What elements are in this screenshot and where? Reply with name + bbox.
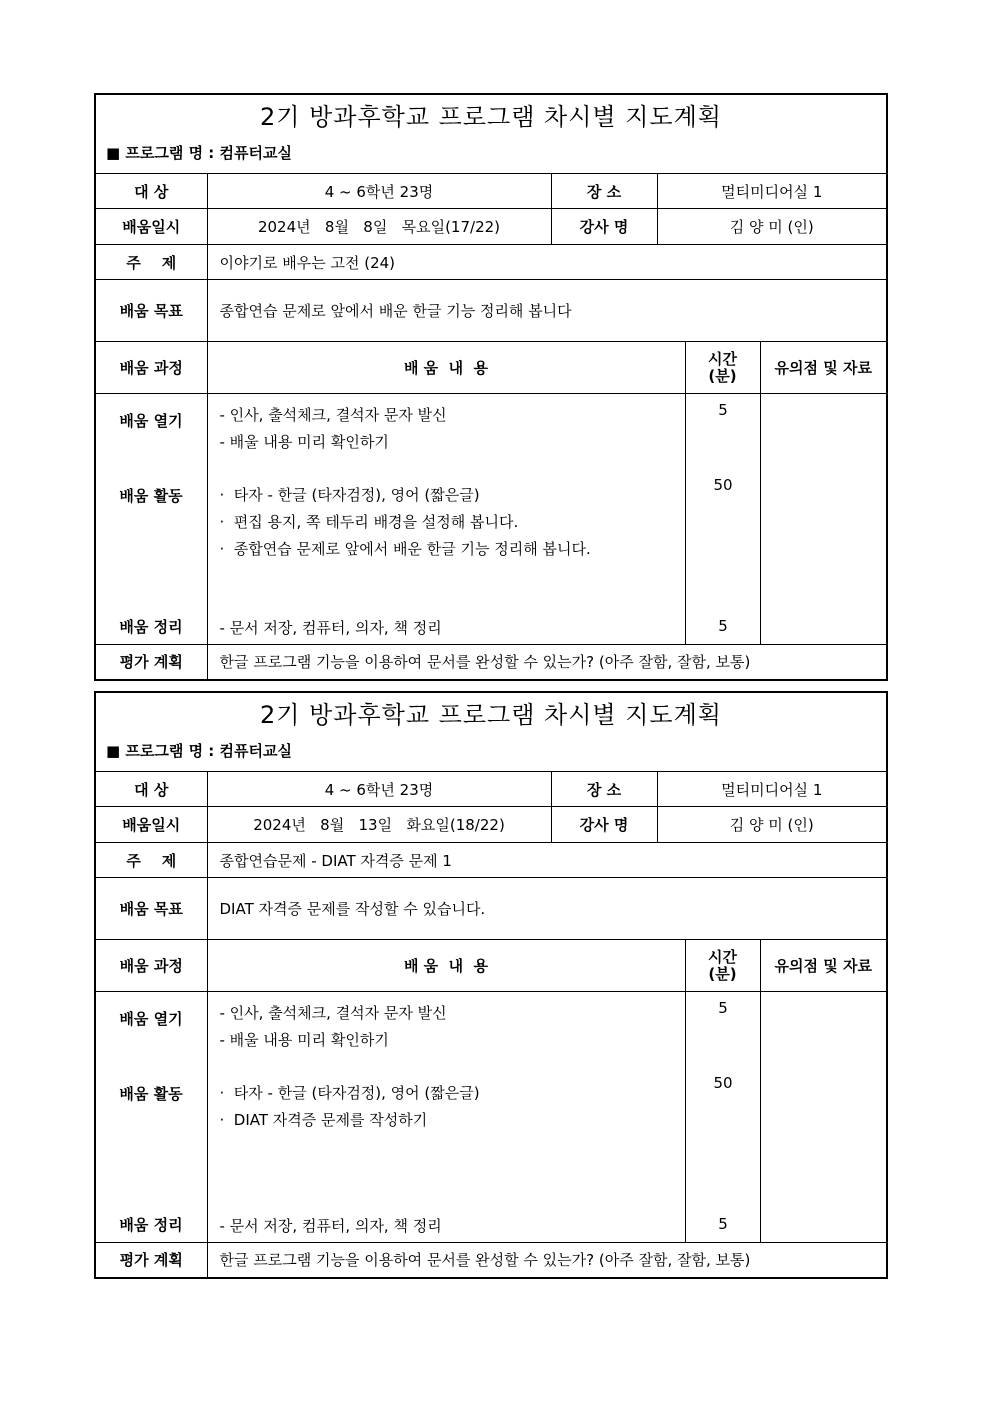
time-open: 5 [718, 999, 728, 1017]
goal-label: 배움 목표 [96, 878, 207, 940]
place-value: 멀티미디어실 1 [657, 772, 886, 807]
phase-activity: 배움 활동 [119, 1085, 183, 1103]
activity-line-1: · 타자 - 한글 (타자검정), 영어 (짧은글) [219, 486, 480, 504]
time-header-line1: 시간 [708, 947, 737, 966]
target-value: 4 ~ 6학년 23명 [207, 772, 551, 807]
teacher-value: 김 양 미 (인) [657, 209, 886, 245]
time-header-line1: 시간 [708, 349, 737, 368]
eval-value: 한글 프로그램 기능을 이용하여 문서를 완성할 수 있는가? (아주 잘함, 잘함, 보통) [207, 645, 886, 679]
place-value: 멀티미디어실 1 [657, 174, 886, 209]
content-column [207, 394, 685, 645]
close-line: - 문서 저장, 컴퓨터, 의자, 책 정리 [219, 1217, 442, 1235]
target-label: 대 상 [96, 174, 207, 209]
topic-value: 종합연습문제 - DIAT 자격증 문제 1 [207, 843, 886, 878]
notes-column [760, 992, 886, 1243]
activity-line-2: · 편집 용지, 쪽 테두리 배경을 설정해 봅니다. [219, 513, 519, 531]
plan-table [96, 771, 886, 1277]
target-label: 대 상 [96, 772, 207, 807]
plan-title: 2기 방과후학교 프로그램 차시별 지도계획 [260, 103, 722, 131]
notes-column [760, 394, 886, 645]
phase-close: 배움 정리 [119, 1216, 183, 1234]
place-label: 장 소 [551, 772, 657, 807]
activity-line-2: · DIAT 자격증 문제를 작성하기 [219, 1111, 428, 1129]
topic-value: 이야기로 배우는 고전 (24) [207, 245, 886, 280]
close-line: - 문서 저장, 컴퓨터, 의자, 책 정리 [219, 619, 442, 637]
lesson-plan-1 [94, 93, 888, 681]
date-label: 배움일시 [96, 209, 207, 245]
content-column [207, 992, 685, 1243]
teacher-label: 강사 명 [551, 807, 657, 843]
time-header [685, 940, 760, 992]
phase-close: 배움 정리 [119, 618, 183, 636]
eval-label: 평가 계획 [96, 645, 207, 679]
phase-activity: 배움 활동 [119, 487, 183, 505]
target-value: 4 ~ 6학년 23명 [207, 174, 551, 209]
plan-table [96, 173, 886, 679]
program-name: ■ 프로그램 명 : 컴퓨터교실 [106, 144, 292, 162]
place-label: 장 소 [551, 174, 657, 209]
program-name: ■ 프로그램 명 : 컴퓨터교실 [106, 742, 292, 760]
time-header-line2: (분) [708, 366, 737, 385]
process-header: 배움 과정 [96, 342, 207, 394]
time-close: 5 [718, 1215, 728, 1233]
phase-column [96, 992, 207, 1243]
time-column [685, 992, 760, 1243]
date-value: 2024년 8월 8일 목요일(17/22) [207, 209, 551, 245]
activity-line-3: · 종합연습 문제로 앞에서 배운 한글 기능 정리해 봅니다. [219, 540, 591, 558]
eval-value: 한글 프로그램 기능을 이용하여 문서를 완성할 수 있는가? (아주 잘함, 잘함, 보통) [207, 1243, 886, 1277]
phase-open: 배움 열기 [119, 1010, 183, 1028]
open-line-2: - 배울 내용 미리 확인하기 [219, 433, 389, 451]
time-activity: 50 [713, 476, 733, 494]
time-column [685, 394, 760, 645]
time-header-line2: (분) [708, 964, 737, 983]
activity-line-1: · 타자 - 한글 (타자검정), 영어 (짧은글) [219, 1084, 480, 1102]
teacher-value: 김 양 미 (인) [657, 807, 886, 843]
topic-label: 주 제 [96, 843, 207, 878]
open-line-1: - 인사, 출석체크, 결석자 문자 발신 [219, 1004, 447, 1022]
goal-value: 종합연습 문제로 앞에서 배운 한글 기능 정리해 봅니다 [207, 280, 886, 342]
topic-label: 주 제 [96, 245, 207, 280]
time-open: 5 [718, 401, 728, 419]
notes-header: 유의점 및 자료 [760, 342, 886, 394]
notes-header: 유의점 및 자료 [760, 940, 886, 992]
time-activity: 50 [713, 1074, 733, 1092]
open-line-2: - 배울 내용 미리 확인하기 [219, 1031, 389, 1049]
date-value: 2024년 8월 13일 화요일(18/22) [207, 807, 551, 843]
lesson-plan-2 [94, 691, 888, 1279]
content-header: 배 움 내 용 [207, 940, 685, 992]
date-label: 배움일시 [96, 807, 207, 843]
content-header: 배 움 내 용 [207, 342, 685, 394]
eval-label: 평가 계획 [96, 1243, 207, 1277]
time-header [685, 342, 760, 394]
teacher-label: 강사 명 [551, 209, 657, 245]
phase-column [96, 394, 207, 645]
goal-value: DIAT 자격증 문제를 작성할 수 있습니다. [207, 878, 886, 940]
process-header: 배움 과정 [96, 940, 207, 992]
phase-open: 배움 열기 [119, 412, 183, 430]
plan-title: 2기 방과후학교 프로그램 차시별 지도계획 [260, 701, 722, 729]
open-line-1: - 인사, 출석체크, 결석자 문자 발신 [219, 406, 447, 424]
time-close: 5 [718, 617, 728, 635]
goal-label: 배움 목표 [96, 280, 207, 342]
